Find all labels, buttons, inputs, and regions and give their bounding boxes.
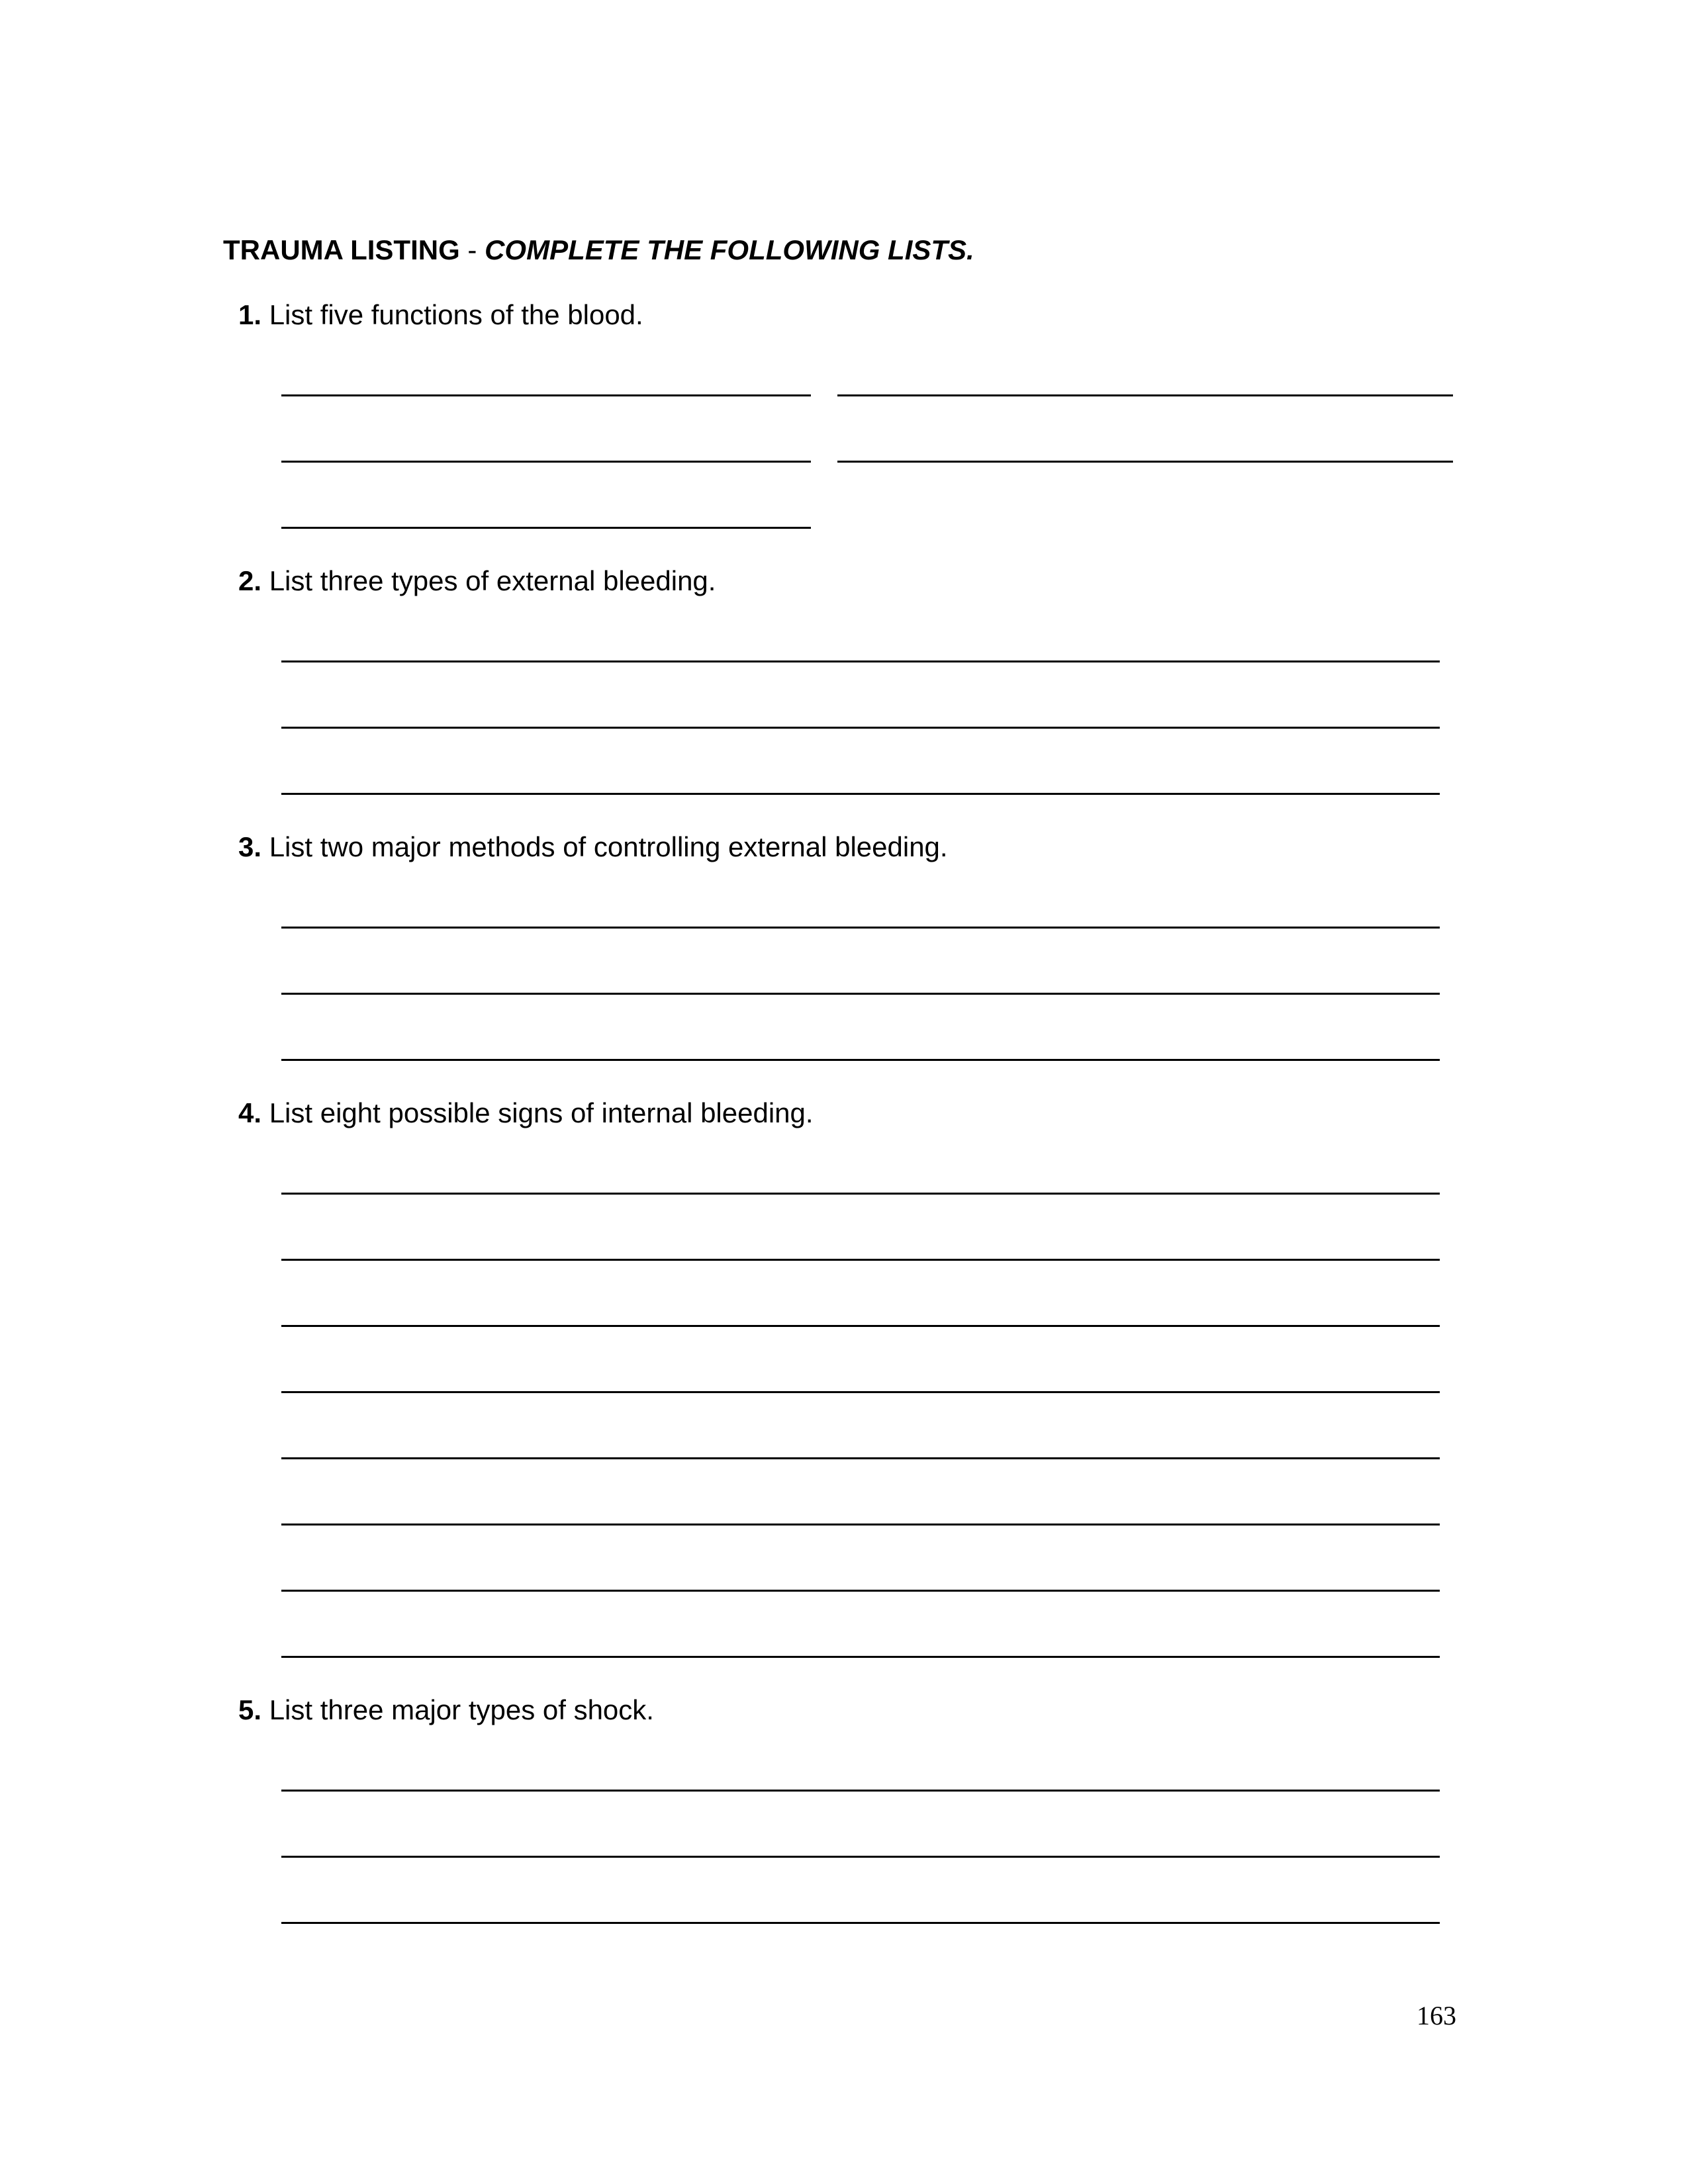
- question-number: 4.: [238, 1097, 262, 1128]
- answer-line-q2-1[interactable]: [281, 660, 1440, 662]
- answer-line-q2-3[interactable]: [281, 793, 1440, 795]
- question-text: List three types of external bleeding.: [261, 565, 716, 596]
- answer-line-q4-1[interactable]: [281, 1193, 1440, 1195]
- question-number: 3.: [238, 831, 262, 862]
- question-4: [238, 1095, 814, 1132]
- answer-line-q3-3[interactable]: [281, 1059, 1440, 1061]
- question-number: 2.: [238, 565, 262, 596]
- answer-line-q4-4[interactable]: [281, 1391, 1440, 1393]
- answer-line-q4-8[interactable]: [281, 1656, 1440, 1658]
- answer-line-q1-3[interactable]: [281, 461, 811, 463]
- answer-line-q4-3[interactable]: [281, 1325, 1440, 1327]
- answer-line-q4-5[interactable]: [281, 1457, 1440, 1459]
- question-text: List five functions of the blood.: [261, 299, 643, 330]
- answer-line-q1-5[interactable]: [281, 527, 811, 529]
- question-3: [238, 829, 948, 866]
- answer-line-q2-2[interactable]: [281, 727, 1440, 729]
- answer-line-q4-7[interactable]: [281, 1590, 1440, 1592]
- question-text: List two major methods of controlling external bleeding.: [261, 831, 948, 862]
- heading-title: TRAUMA LISTING: [223, 234, 460, 265]
- answer-line-q5-3[interactable]: [281, 1922, 1440, 1924]
- answer-line-q3-1[interactable]: [281, 927, 1440, 929]
- heading-separator: -: [459, 234, 485, 265]
- answer-line-q4-2[interactable]: [281, 1259, 1440, 1261]
- answer-line-q1-1[interactable]: [281, 394, 811, 396]
- page-number: 163: [1417, 2001, 1456, 2030]
- heading-instruction: COMPLETE THE FOLLOWING LISTS.: [485, 234, 974, 265]
- answer-line-q1-2[interactable]: [837, 394, 1453, 396]
- question-number: 1.: [238, 299, 262, 330]
- answer-line-q5-2[interactable]: [281, 1856, 1440, 1858]
- question-5: [238, 1692, 654, 1729]
- question-text: List eight possible signs of internal bleeding.: [261, 1097, 814, 1128]
- question-1: [238, 296, 643, 334]
- answer-line-q5-1[interactable]: [281, 1790, 1440, 1792]
- answer-line-q1-4[interactable]: [837, 461, 1453, 463]
- question-number: 5.: [238, 1694, 262, 1725]
- question-text: List three major types of shock.: [261, 1694, 654, 1725]
- question-2: [238, 563, 716, 600]
- worksheet-heading: [223, 232, 974, 269]
- answer-line-q3-2[interactable]: [281, 993, 1440, 995]
- answer-line-q4-6[interactable]: [281, 1524, 1440, 1525]
